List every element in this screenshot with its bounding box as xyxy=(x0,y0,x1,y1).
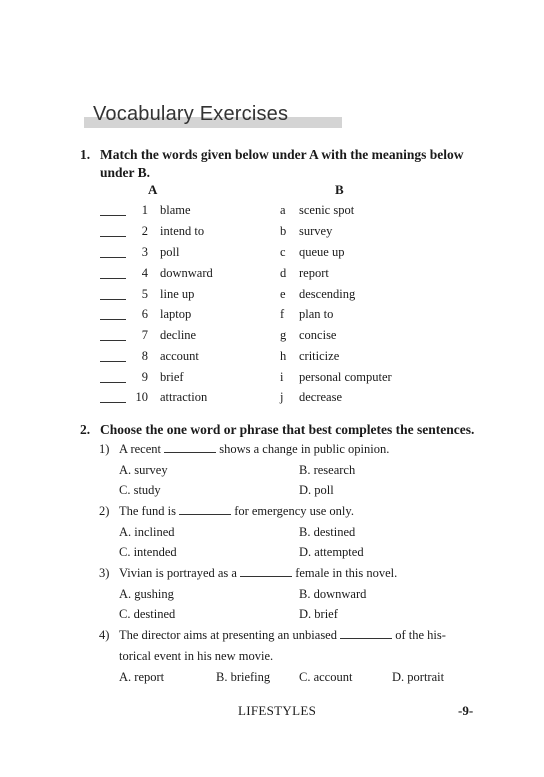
answer-blank[interactable] xyxy=(100,361,126,362)
footer-section-label: LIFESTYLES xyxy=(238,703,317,718)
item-word: brief xyxy=(160,370,184,384)
option-d[interactable]: D. portrait xyxy=(392,670,445,684)
option-a[interactable]: A. survey xyxy=(119,463,168,477)
meaning-text: survey xyxy=(299,224,333,238)
option-c[interactable]: C. study xyxy=(119,483,161,497)
question-number: 2) xyxy=(99,504,110,518)
answer-blank[interactable] xyxy=(100,402,126,403)
q1-number: 1. xyxy=(80,147,91,162)
meaning-text: queue up xyxy=(299,245,345,259)
q2-instruction xyxy=(80,421,474,439)
option-c[interactable]: C. destined xyxy=(119,607,176,621)
item-number: 2 xyxy=(141,224,148,238)
q2-instruction-text: Choose the one word or phrase that best completes the sentences. xyxy=(100,422,475,437)
answer-blank[interactable] xyxy=(100,257,126,258)
answer-blank[interactable] xyxy=(100,382,126,383)
option-d[interactable]: D. brief xyxy=(299,607,338,621)
item-number: 9 xyxy=(141,370,148,384)
item-number: 6 xyxy=(141,307,148,321)
item-word: line up xyxy=(160,287,195,301)
meaning-text: personal computer xyxy=(299,370,392,384)
item-word: account xyxy=(160,349,199,363)
mc-question xyxy=(0,442,544,462)
question-text-continuation: torical event in his new movie. xyxy=(119,649,274,663)
item-number: 10 xyxy=(135,390,148,404)
answer-blank[interactable] xyxy=(100,215,126,216)
meaning-text: decrease xyxy=(299,390,343,404)
meaning-letter: g xyxy=(280,328,287,342)
match-row xyxy=(0,328,544,348)
page-number: -9- xyxy=(458,703,474,718)
question-text-after: shows a change in public opinion. xyxy=(216,442,390,456)
question-text-before: The director aims at presenting an unbiased xyxy=(119,628,341,642)
answer-gap[interactable] xyxy=(164,442,216,453)
mc-question xyxy=(0,628,544,648)
question-text-before: Vivian is portrayed as a xyxy=(119,566,241,580)
meaning-text: plan to xyxy=(299,307,334,321)
item-number: 4 xyxy=(141,266,148,280)
question-text-before: A recent xyxy=(119,442,165,456)
meaning-letter: c xyxy=(280,245,286,259)
meaning-letter: b xyxy=(280,224,287,238)
question-text-after: of the his- xyxy=(392,628,446,642)
meaning-text: descending xyxy=(299,287,356,301)
q1-instruction-line2: under B. xyxy=(100,165,151,180)
meaning-letter: j xyxy=(280,390,284,404)
option-c[interactable]: C. account xyxy=(299,670,353,684)
mc-question-continuation xyxy=(0,649,544,669)
match-row xyxy=(0,307,544,327)
item-number: 1 xyxy=(141,203,148,217)
match-row xyxy=(0,390,544,410)
item-word: poll xyxy=(160,245,180,259)
q1-instruction xyxy=(80,146,464,182)
column-b-heading: B xyxy=(335,182,344,197)
option-b[interactable]: B. briefing xyxy=(216,670,271,684)
item-word: laptop xyxy=(160,307,192,321)
meaning-text: concise xyxy=(299,328,337,342)
meaning-letter: h xyxy=(280,349,287,363)
meaning-letter: d xyxy=(280,266,287,280)
match-row xyxy=(0,224,544,244)
q2-number: 2. xyxy=(80,422,91,437)
item-word: blame xyxy=(160,203,191,217)
question-number: 3) xyxy=(99,566,110,580)
meaning-text: report xyxy=(299,266,329,280)
option-c[interactable]: C. intended xyxy=(119,545,177,559)
meaning-letter: a xyxy=(280,203,286,217)
option-d[interactable]: D. poll xyxy=(299,483,334,497)
match-row xyxy=(0,245,544,265)
match-row xyxy=(0,370,544,390)
answer-gap[interactable] xyxy=(179,504,231,515)
option-b[interactable]: B. research xyxy=(299,463,356,477)
option-b[interactable]: B. destined xyxy=(299,525,356,539)
mc-question xyxy=(0,566,544,586)
match-row xyxy=(0,266,544,286)
section-title: Vocabulary Exercises xyxy=(93,103,289,125)
mc-question xyxy=(0,504,544,524)
item-word: intend to xyxy=(160,224,205,238)
option-d[interactable]: D. attempted xyxy=(299,545,364,559)
item-number: 8 xyxy=(141,349,148,363)
option-a[interactable]: A. gushing xyxy=(119,587,174,601)
item-word: decline xyxy=(160,328,197,342)
q1-instruction-line1: Match the words given below under A with the meanings below xyxy=(100,147,464,162)
question-text-after: female in this novel. xyxy=(292,566,398,580)
answer-blank[interactable] xyxy=(100,236,126,237)
answer-gap[interactable] xyxy=(240,566,292,577)
answer-blank[interactable] xyxy=(100,319,126,320)
match-row xyxy=(0,203,544,223)
item-word: attraction xyxy=(160,390,208,404)
question-text-after: for emergency use only. xyxy=(231,504,354,518)
meaning-letter: f xyxy=(280,307,285,321)
meaning-letter: e xyxy=(280,287,286,301)
question-number: 1) xyxy=(99,442,110,456)
match-row xyxy=(0,349,544,369)
answer-blank[interactable] xyxy=(100,299,126,300)
answer-gap[interactable] xyxy=(340,628,392,639)
match-row xyxy=(0,287,544,307)
column-a-heading: A xyxy=(148,182,158,197)
answer-blank[interactable] xyxy=(100,278,126,279)
option-a[interactable]: A. inclined xyxy=(119,525,175,539)
option-b[interactable]: B. downward xyxy=(299,587,367,601)
meaning-letter: i xyxy=(280,370,284,384)
question-number: 4) xyxy=(99,628,110,642)
item-number: 5 xyxy=(141,287,148,301)
item-word: downward xyxy=(160,266,213,280)
answer-blank[interactable] xyxy=(100,340,126,341)
option-a[interactable]: A. report xyxy=(119,670,165,684)
question-text-before: The fund is xyxy=(119,504,180,518)
item-number: 3 xyxy=(141,245,148,259)
meaning-text: criticize xyxy=(299,349,340,363)
meaning-text: scenic spot xyxy=(299,203,355,217)
item-number: 7 xyxy=(141,328,148,342)
